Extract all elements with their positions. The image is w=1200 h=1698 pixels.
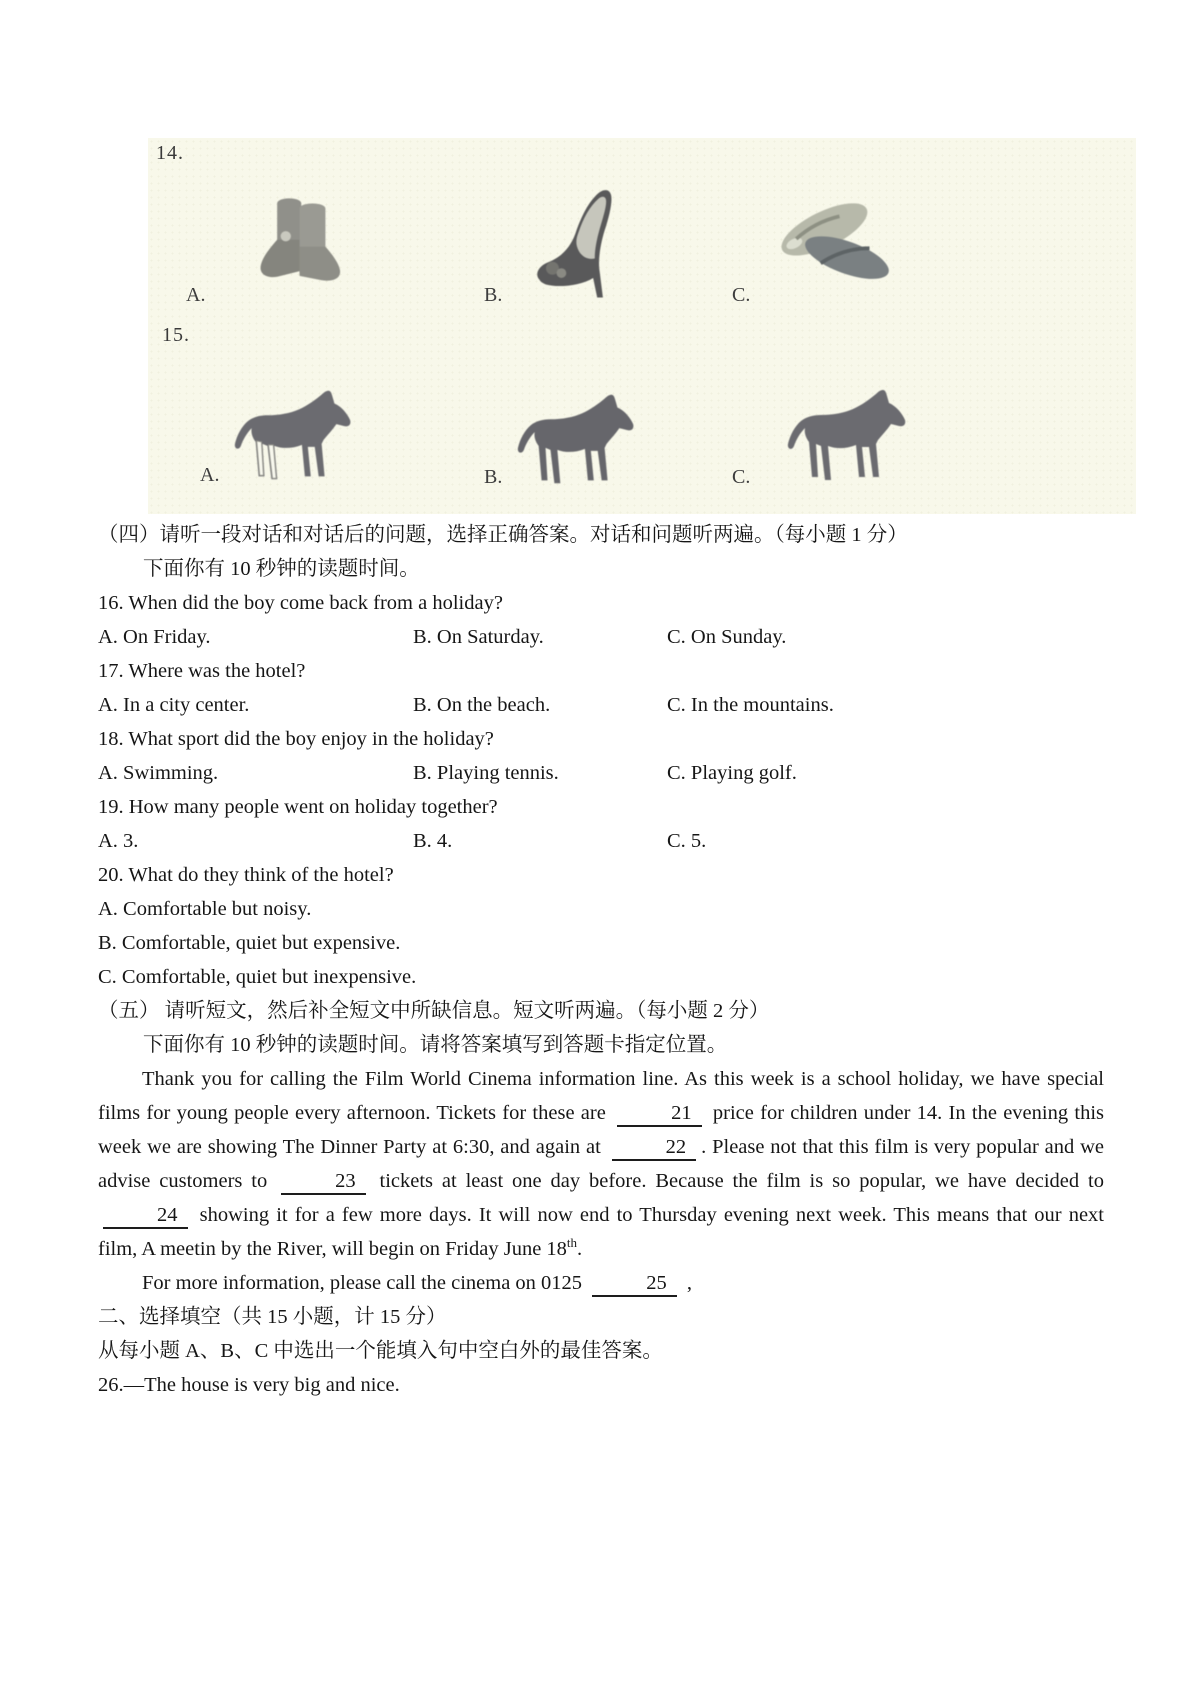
horse-b-image	[516, 382, 644, 496]
question-18-option-a: A. Swimming.	[98, 762, 219, 784]
question-17-option-c: C. In the mountains.	[667, 694, 834, 716]
exam-text	[98, 518, 1104, 1402]
question-19-option-c: C. 5.	[667, 830, 707, 852]
question-16-option-b: B. On Saturday.	[413, 626, 544, 648]
section-2-instruction: 从每小题 A、B、C 中选出一个能填入句中空白外的最佳答案。	[98, 1340, 663, 1362]
section-5-header: （五） 请听短文，然后补全短文中所缺信息。短文听两遍。（每小题 2 分）	[98, 1000, 770, 1022]
question-18-option-b: B. Playing tennis.	[413, 762, 559, 784]
question-16-option-c: C. On Sunday.	[667, 626, 787, 648]
question-18-option-c: C. Playing golf.	[667, 762, 797, 784]
cloze-blank-22: 22	[612, 1135, 697, 1161]
sandals-image	[760, 190, 902, 298]
question-20-option-a: A. Comfortable but noisy.	[98, 898, 312, 920]
picture-14a-label: A.	[186, 284, 206, 306]
cloze-blank-21: 21	[617, 1101, 702, 1127]
question-17: 17. Where was the hotel?	[98, 660, 306, 682]
picture-14b-label: B.	[484, 284, 503, 306]
cloze-blank-25: 25	[592, 1271, 677, 1297]
section-4-header: （四）请听一段对话和对话后的问题，选择正确答案。对话和问题听两遍。（每小题 1 分）	[98, 524, 908, 546]
question-17-option-a: A. In a city center.	[98, 694, 250, 716]
question-16-option-a: A. On Friday.	[98, 626, 211, 648]
fur-boots-image	[243, 188, 363, 300]
question-19-option-b: B. 4.	[413, 830, 453, 852]
question-17-options	[98, 688, 1104, 722]
cloze-passage-paragraph-1: Thank you for calling the Film World Cinema information line. As this week is a school holiday, we have special films for young people every afternoon. Tickets for these are 21 price for children under 14. In the evening this week we are showing The Dinner Party at 6:30, and again at 22 . Please not that this film is very popular and we advise customers to 23 tickets at least one day before. Because the film is so popular, we have decided to 24 showing it for a few more days. It will now end to Thursday evening next week. This means that our next film, A meetin by the River, will begin on Friday June 18th.	[98, 1068, 1104, 1260]
section-4-reading-time-note: 下面你有 10 秒钟的读题时间。	[143, 558, 420, 580]
question-20-option-c: C. Comfortable, quiet but inexpensive.	[98, 966, 417, 988]
question-20-option-b: B. Comfortable, quiet but expensive.	[98, 932, 401, 954]
question-16-options	[98, 620, 1104, 654]
question-15-number: 15.	[162, 324, 190, 346]
question-18: 18. What sport did the boy enjoy in the holiday?	[98, 728, 494, 750]
cloze-blank-23: 23	[281, 1169, 366, 1195]
picture-15b-label: B.	[484, 466, 503, 488]
horse-a-image	[233, 376, 361, 494]
question-18-options	[98, 756, 1104, 790]
cloze-blank-24: 24	[103, 1203, 188, 1229]
section-5-reading-time-note: 下面你有 10 秒钟的读题时间。请将答案填写到答题卡指定位置。	[143, 1034, 728, 1056]
picture-15a-label: A.	[200, 464, 220, 486]
picture-14c-label: C.	[732, 284, 751, 306]
question-19-options	[98, 824, 1104, 858]
question-14-number: 14.	[156, 142, 184, 164]
question-19: 19. How many people went on holiday together?	[98, 796, 498, 818]
superscript: th	[566, 1235, 578, 1251]
listening-pictures-panel	[148, 138, 1136, 514]
question-20: 20. What do they think of the hotel?	[98, 864, 394, 886]
high-heel-shoe-image	[520, 182, 650, 304]
question-16: 16. When did the boy come back from a holiday?	[98, 592, 503, 614]
question-19-option-a: A. 3.	[98, 830, 139, 852]
cloze-passage-paragraph-2: For more information, please call the cinema on 0125 25 ,	[98, 1266, 1104, 1300]
section-2-header: 二、选择填空（共 15 小题，计 15 分）	[98, 1306, 447, 1328]
horse-c-image	[786, 376, 916, 494]
question-17-option-b: B. On the beach.	[413, 694, 551, 716]
picture-15c-label: C.	[732, 466, 751, 488]
question-26: 26.—The house is very big and nice.	[98, 1374, 400, 1396]
